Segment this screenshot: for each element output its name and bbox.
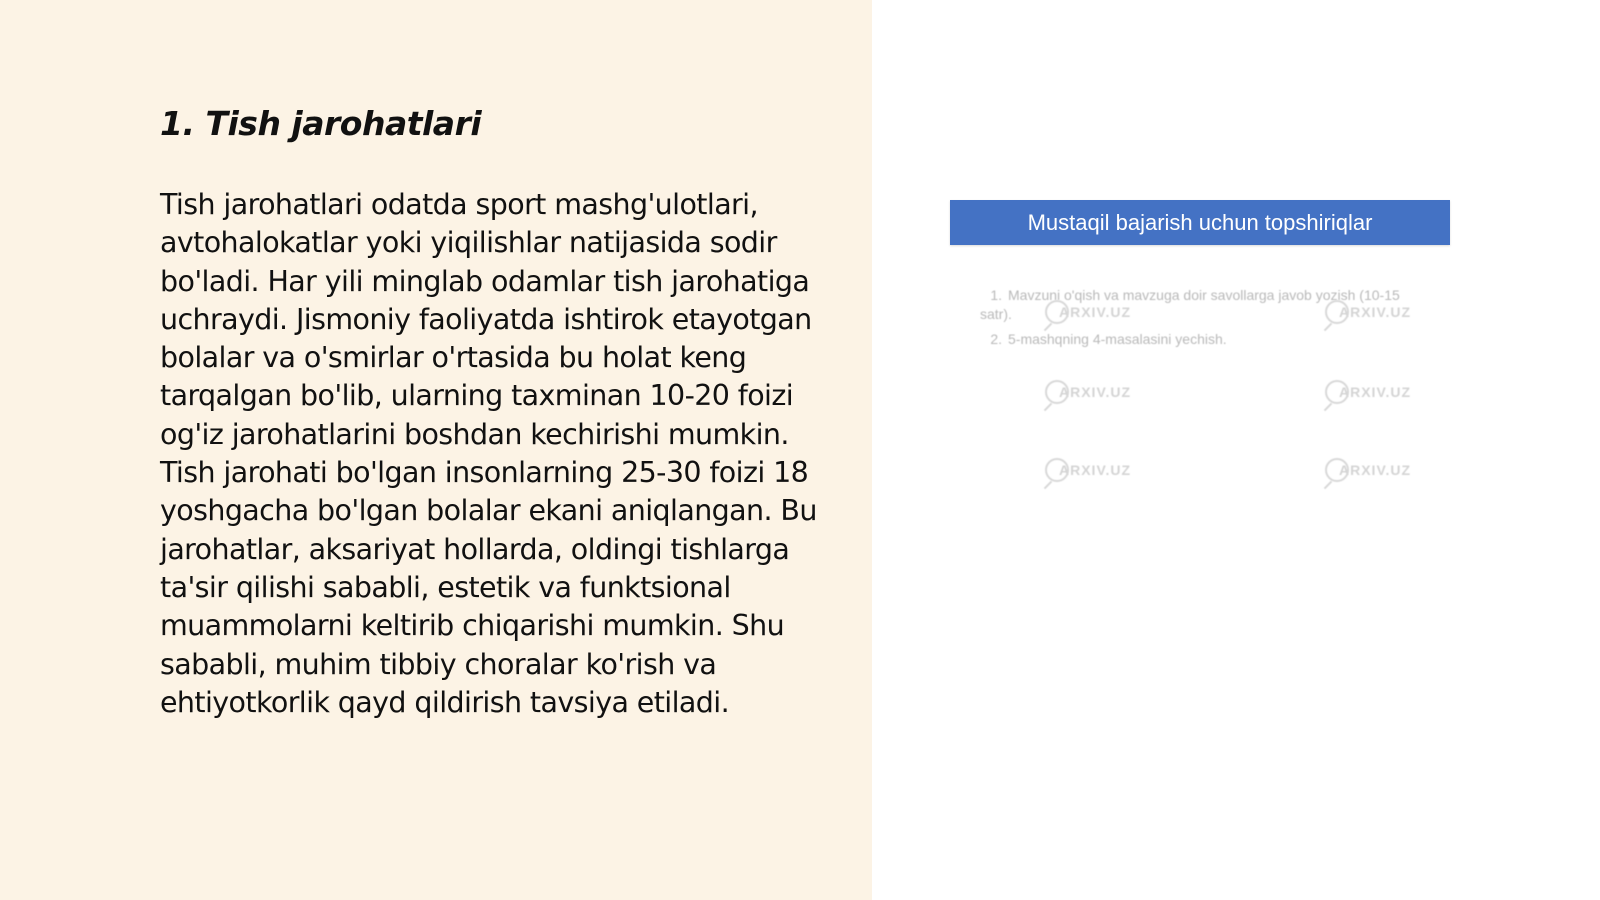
task-text: Mavzuni o'qish va mavzuga doir savollarga javob yozish (10-15 satr). (980, 287, 1400, 322)
task-number: 2. (990, 331, 1002, 347)
watermark-icon (1325, 458, 1349, 482)
slide-title: 1. Tish jarohatlari (160, 104, 482, 143)
watermark-icon (1045, 380, 1069, 404)
task-header: Mustaqil bajarish uchun topshiriqlar (950, 200, 1450, 245)
watermark-icon (1045, 458, 1069, 482)
watermark-logo: ARXIV.UZ (1325, 458, 1411, 482)
watermark-logo: ARXIV.UZ (1325, 300, 1411, 324)
watermark-icon (1325, 380, 1349, 404)
slide-body-text: Tish jarohatlari odatda sport mashg'ulotlari, avtohalokatlar yoki yiqilishlar natijasida sodir bo'ladi. Har yili minglab odamlar tish jarohatiga uchraydi. Jismoniy faoliyatda ishtirok etayotgan bolalar va o'smirlar o'rtasida bu holat keng tarqalgan bo'lib, ularning taxminan 10-20 foizi og'iz jarohatlarini boshdan kechirishi mumkin. Tish jarohati bo'lgan insonlarning 25-30 foizi 18 yoshgacha bo'lgan bolalar ekani aniqlangan. Bu jarohatlar, aksariyat hollarda, oldingi tishlarga ta'sir qilishi sababli, estetik va funktsional muammolarni keltirib chiqarishi mumkin. Shu sababli, muhim tibbiy choralar ko'rish va ehtiyotkorlik qayd qildirish tavsiya etiladi. (160, 188, 817, 719)
watermark-logo: ARXIV.UZ (1325, 380, 1411, 404)
task-text: 5-mashqning 4-masalasini yechish. (1008, 331, 1227, 347)
watermark-logo: ARXIV.UZ (1045, 380, 1131, 404)
task-number: 1. (990, 287, 1002, 303)
watermark-logo: ARXIV.UZ (1045, 458, 1131, 482)
watermark-icon (1325, 300, 1349, 324)
watermark-logo: ARXIV.UZ (1045, 300, 1131, 324)
embedded-slide-image (950, 200, 1450, 500)
watermark-icon (1045, 300, 1069, 324)
task-item (980, 330, 1420, 349)
